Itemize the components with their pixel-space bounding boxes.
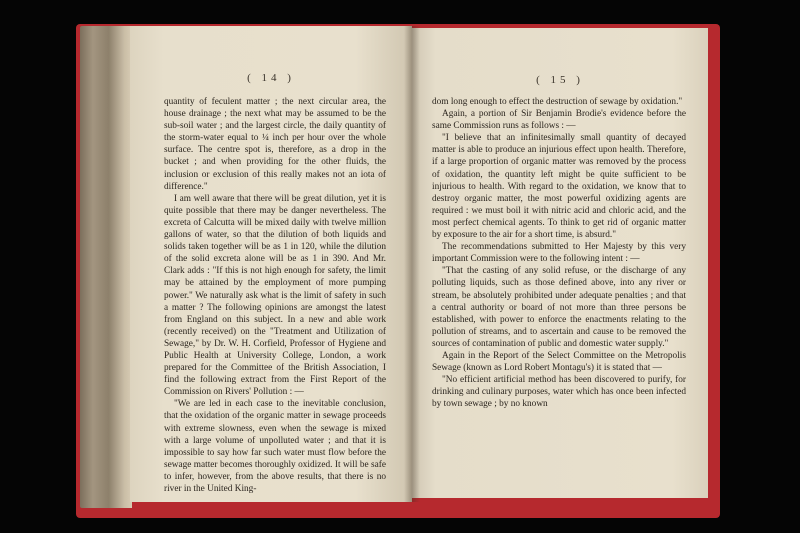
paragraph: "We are led in each case to the inevitable conclusion, that the oxidation of the organic matter in sewage proceeds with extreme slowness, even when the sewage is mixed with a large volume of unpolluted water ; and that it is impossible to say how far such water must flow before the sewage matter becomes thoroughly oxidized. It will be safe to infer, however, from the above results, that there is no river in the United King- xyxy=(164,399,386,494)
paragraph: quantity of feculent matter ; the next circular area, the house drainage ; the next what may be assumed to be the sub-soil water ; and the largest circle, the daily quantity of the storm-water equal to ¼ inch per hour over the whole surface. The centre spot is, therefore, as a drop in the bucket ; and when providing for the other fluids, the inclusion or exclusion of this really makes not an iota of difference." xyxy=(164,97,386,192)
paragraph: "No efficient artificial method has been discovered to purify, for drinking and culinary purposes, water which has once been infected by town sewage ; by no known xyxy=(432,375,686,410)
left-page xyxy=(130,26,412,502)
paragraph: "I believe that an infinitesimally small quantity of decayed matter is able to produce an injurious effect upon health. Therefore, if a large proportion of organic matter was removed by the process of oxidation, the quantity left might be quite sufficient to be injurious to health. With regard to the oxidation, we know that to destroy organic matter, the most powerful oxidizing agents are required : we must boil it with nitric acid and chloric acid, and the most perfect chemical agents. To think to get rid of organic matter by exposure to the air for a short time, is absurd." xyxy=(432,133,686,241)
right-page xyxy=(412,28,708,498)
paragraph: dom long enough to effect the destruction of sewage by oxidation." xyxy=(432,97,683,107)
page-block-edge xyxy=(80,26,132,508)
right-page-text xyxy=(432,96,686,410)
paragraph: Again, a portion of Sir Benjamin Brodie's evidence before the same Commission runs as follows : — xyxy=(432,109,686,132)
book-gutter-shadow xyxy=(404,26,420,502)
left-page-text xyxy=(164,96,386,495)
paragraph: Again in the Report of the Select Committee on the Metropolis Sewage (known as Lord Robert Montagu's) it is stated that — xyxy=(432,350,686,374)
left-page-number: ( 14 ) xyxy=(247,72,295,84)
right-page-number: ( 15 ) xyxy=(536,74,584,86)
paragraph: I am well aware that there will be great dilution, yet it is quite possible that there may be danger nevertheless. The excreta of Calcutta will be mixed daily with twelve million gallons of water, so that the dilution of both liquids and solids taken together will be as 1 in 120, while the dilution of the solid excreta alone will be as 1 in 390. And Mr. Clark adds : "If this is not high enough for safety, the limit may be attained by the employment of more pumping power." We naturally ask what is the limit of safety in such a matter ? The following opinions are amongst the latest from England on this subject. In a new and able work (recently received) on the "Treatment and Utilization of Sewage," by Dr. W. H. Corfield, Professor of Hygiene and Public Health at University College, London, a work prepared for the Committee of the British Association, I find the following extract from the First Report of the Commission on Rivers' Pollution : — xyxy=(164,193,386,398)
paragraph: The recommendations submitted to Her Majesty by this very important Commission were to the following intent : — xyxy=(432,242,686,265)
paragraph: "That the casting of any solid refuse, or the discharge of any polluting liquids, such as those defined above, into any river or stream, be absolutely prohibited under adequate penalties ; and that a central authority or board of not more than three persons be established, with power to enforce the enactments relating to the pollution of streams, and to ascertain and cause to be removed the sources of contamination of public and domestic water supply." xyxy=(432,266,686,349)
